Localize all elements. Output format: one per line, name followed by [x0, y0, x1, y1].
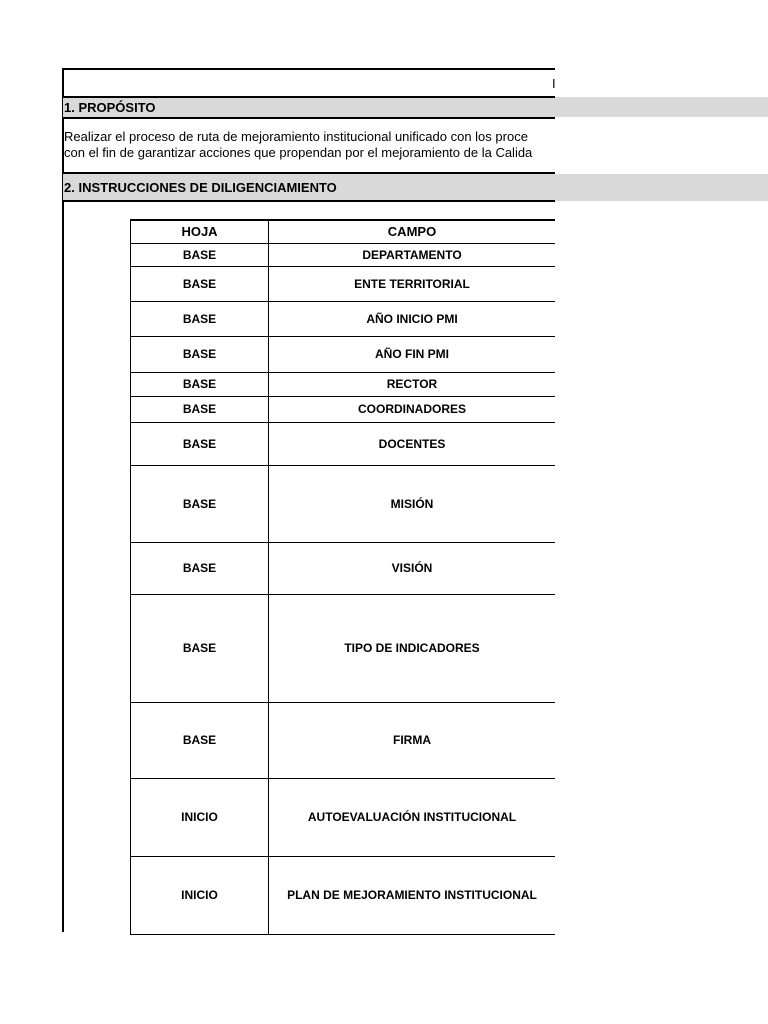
cell-hoja: INICIO	[131, 778, 269, 856]
table-row	[131, 702, 556, 778]
top-border	[62, 68, 555, 70]
table-row	[131, 243, 556, 266]
table-row	[131, 542, 556, 594]
table-header-row	[131, 220, 556, 243]
cell-hoja: BASE	[131, 702, 269, 778]
cell-hoja: BASE	[131, 243, 269, 266]
purpose-line-1: Realizar el proceso de ruta de mejoramiento institucional unificado con los proce	[64, 129, 528, 144]
cell-campo: PLAN DE MEJORAMIENTO INSTITUCIONAL	[269, 856, 556, 934]
header-hoja: HOJA	[131, 220, 269, 243]
cell-campo: FIRMA	[269, 702, 556, 778]
cell-campo: VISIÓN	[269, 542, 556, 594]
table-row	[131, 336, 556, 372]
cell-campo: AÑO INICIO PMI	[269, 301, 556, 336]
cell-campo: DOCENTES	[269, 422, 556, 465]
header-campo: CAMPO	[269, 220, 556, 243]
cell-hoja: BASE	[131, 594, 269, 702]
title-fragment: I	[552, 76, 556, 91]
cell-hoja: BASE	[131, 266, 269, 301]
table-row	[131, 856, 556, 934]
cell-campo: MISIÓN	[269, 465, 556, 542]
cell-campo: DEPARTAMENTO	[269, 243, 556, 266]
cell-hoja: BASE	[131, 465, 269, 542]
table-row	[131, 594, 556, 702]
cell-hoja: BASE	[131, 422, 269, 465]
cell-hoja: BASE	[131, 301, 269, 336]
cell-hoja: BASE	[131, 542, 269, 594]
section-1-title: 1. PROPÓSITO	[64, 100, 156, 115]
section-1-band	[63, 97, 768, 117]
cell-campo: COORDINADORES	[269, 396, 556, 422]
instructions-table	[130, 219, 555, 935]
table-row	[131, 778, 556, 856]
cell-hoja: BASE	[131, 372, 269, 396]
table-row	[131, 422, 556, 465]
table-row	[131, 396, 556, 422]
section-1-top-rule	[63, 96, 555, 98]
instructions-table-viewport	[130, 219, 555, 935]
table-row	[131, 465, 556, 542]
purpose-text	[64, 129, 555, 161]
cell-campo: TIPO DE INDICADORES	[269, 594, 556, 702]
cell-campo: RECTOR	[269, 372, 556, 396]
cell-hoja: BASE	[131, 396, 269, 422]
table-row	[131, 301, 556, 336]
section-2-bottom-rule	[63, 200, 555, 202]
purpose-line-2: con el fin de garantizar acciones que propendan por el mejoramiento de la Calida	[64, 145, 533, 160]
cell-hoja: BASE	[131, 336, 269, 372]
section-1-bottom-rule	[63, 117, 555, 119]
section-2-title: 2. INSTRUCCIONES DE DILIGENCIAMIENTO	[64, 180, 337, 195]
cell-campo: AUTOEVALUACIÓN INSTITUCIONAL	[269, 778, 556, 856]
table-row	[131, 266, 556, 301]
section-2-top-rule	[63, 172, 555, 174]
cell-campo: AÑO FIN PMI	[269, 336, 556, 372]
cell-campo: ENTE TERRITORIAL	[269, 266, 556, 301]
table-row	[131, 372, 556, 396]
cell-hoja: INICIO	[131, 856, 269, 934]
